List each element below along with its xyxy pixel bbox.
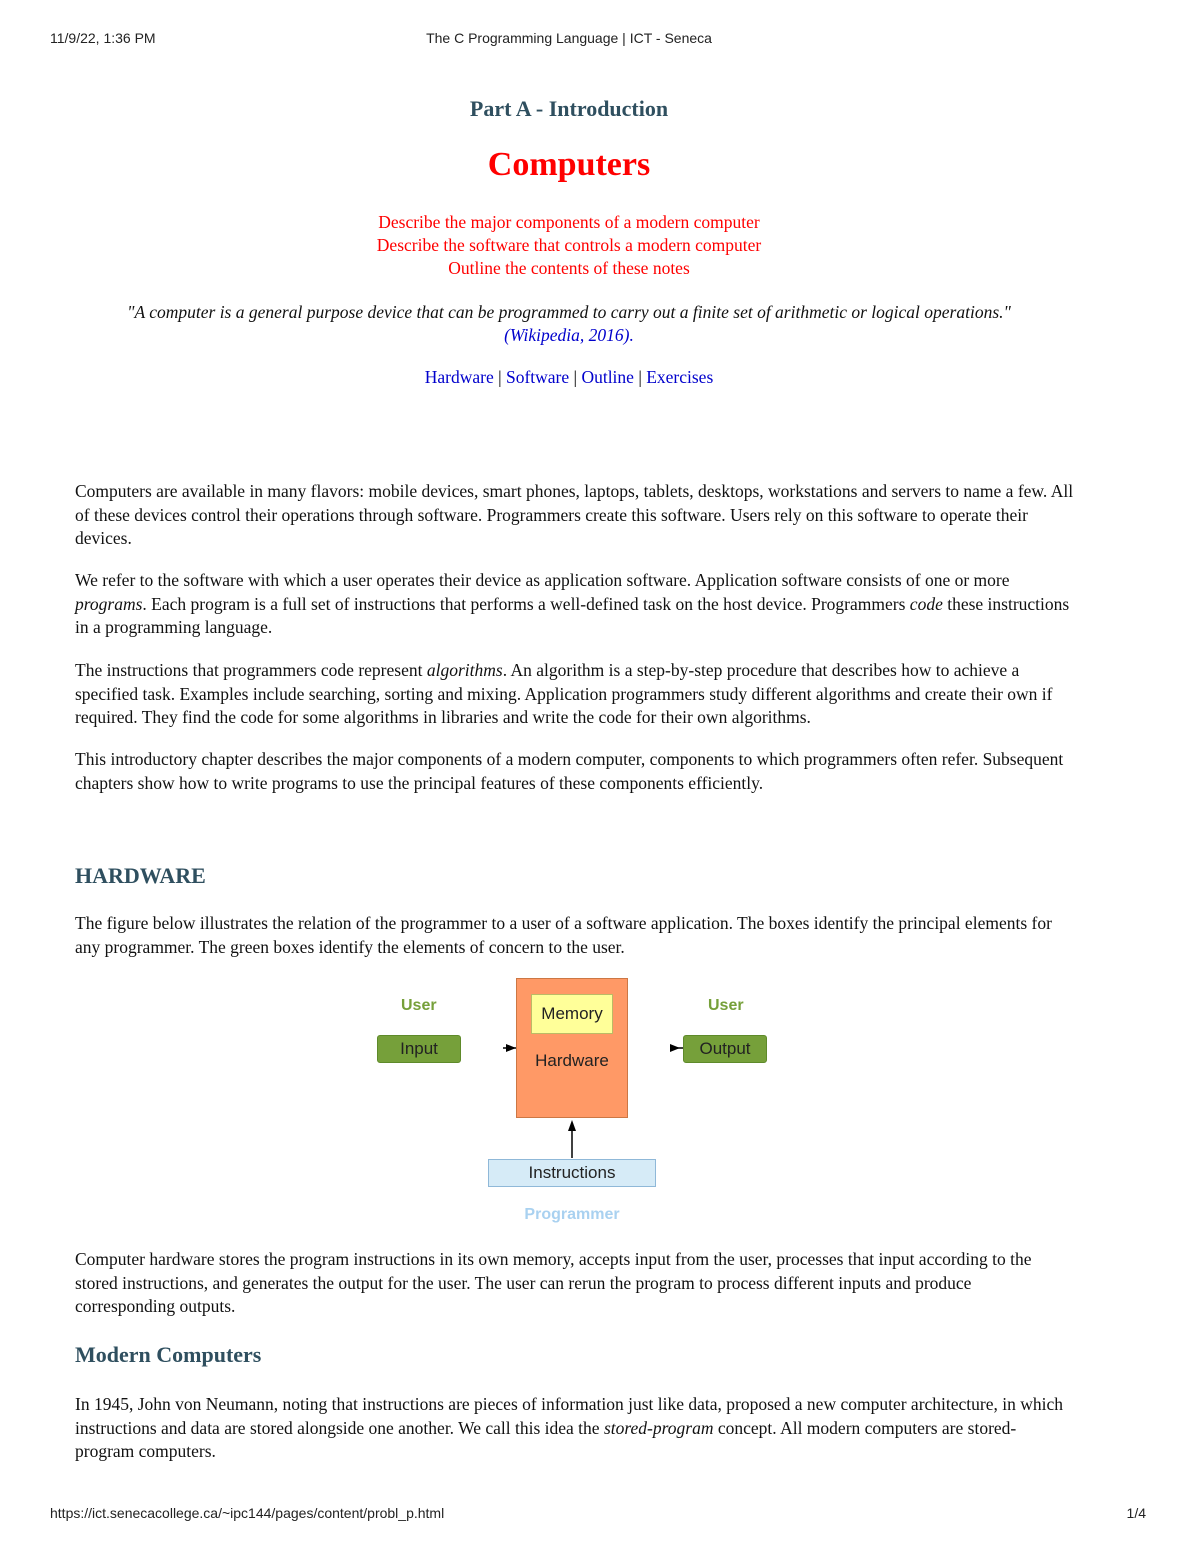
hardware-paragraph: Computer hardware stores the program instructions in its own memory, accepts input from the user, processes that input according to the stored instructions, and generates the output for the user. The user can rerun the program to process different inputs and produce corresponding outputs. <box>75 1249 1032 1316</box>
intro-paragraph <box>75 659 1075 730</box>
print-url: https://ict.senecacollege.ca/~ipc144/pages/content/probl_p.html <box>50 1505 445 1521</box>
print-header <box>0 30 1200 50</box>
print-page-number: 1/4 <box>1126 1505 1146 1521</box>
emphasis: stored-program <box>603 1417 714 1438</box>
learning-objectives <box>75 211 1063 280</box>
text-run: . Each program is a full set of instructions that performs a well-defined task on the host device. Programmers <box>142 593 910 614</box>
text-run: concept. All modern computers are stored-program computers. <box>75 1417 1017 1461</box>
text-run: In 1945, John von Neumann, noting that instructions are pieces of information just like data, proposed a new computer architecture, in which instructions and data are stored alongside one another. We call this idea the <box>75 1394 1064 1438</box>
text-run: . An algorithm is a step-by-step procedure that describes how to achieve a specified task. Examples include searching, sorting and mixing. Application programmers study different algorithms and create their own if required. They find the code for some algorithms in libraries and write the code for their own algorithms. <box>75 660 1053 727</box>
emphasis: programs <box>75 593 143 614</box>
input-box: Input <box>377 1035 461 1063</box>
programmer-label: Programmer <box>524 1206 620 1223</box>
print-page-title: The C Programming Language | ICT - Seneca <box>426 30 712 46</box>
quote-text: "A computer is a general purpose device that can be programmed to carry out a finite set of arithmetic or logical operations." <box>127 302 1011 322</box>
nav-link-software[interactable]: Software <box>505 367 570 387</box>
text-run: We refer to the software with which a user operates their device as application software. Application software consists of one or more <box>75 570 1010 590</box>
hardware-label: Hardware <box>535 1051 609 1070</box>
intro-paragraph: Computers are available in many flavors: mobile devices, smart phones, laptops, tablets, desktops, workstations and servers to name a few. All of these devices control their operations through software. Programmers create this software. Users rely on this software to operate their devices. <box>75 481 1074 548</box>
arrow-head <box>506 1044 516 1052</box>
objective-item: Outline the contents of these notes <box>448 258 690 278</box>
modern-paragraph <box>75 1393 1075 1464</box>
nav-link-hardware[interactable]: Hardware <box>424 367 494 387</box>
memory-box: Memory <box>531 994 613 1034</box>
print-footer <box>0 1505 1200 1525</box>
print-datetime: 11/9/22, 1:36 PM <box>50 30 156 46</box>
section-heading-hardware: HARDWARE <box>75 863 206 888</box>
part-title: Part A - Introduction <box>469 96 669 121</box>
section-nav <box>75 367 1063 388</box>
nav-link-exercises[interactable]: Exercises <box>646 367 714 387</box>
objective-item: Describe the major components of a modern computer <box>378 212 760 232</box>
user-label-right: User <box>708 997 744 1014</box>
output-box: Output <box>683 1035 767 1063</box>
hardware-paragraph: The figure below illustrates the relation of the programmer to a user of a software application. The boxes identify the principal elements for any programmer. The green boxes identify the elements of concern to the user. <box>75 913 1052 957</box>
user-label-left: User <box>401 997 437 1014</box>
quote-citation: (Wikipedia, 2016). <box>504 325 634 345</box>
nav-link-outline[interactable]: Outline <box>581 367 634 387</box>
nav-separator: | <box>569 367 582 387</box>
text-run: The instructions that programmers code represent <box>75 660 427 680</box>
nav-separator: | <box>633 367 647 387</box>
instructions-box: Instructions <box>488 1159 656 1187</box>
text-run: these instructions in a programming language. <box>75 593 1070 637</box>
definition-quote <box>75 301 1063 347</box>
nav-separator: | <box>493 367 506 387</box>
objective-item: Describe the software that controls a modern computer <box>376 235 762 255</box>
arrow-head <box>670 1044 680 1052</box>
arrow-head <box>568 1120 576 1131</box>
section-heading-modern-computers: Modern Computers <box>75 1342 262 1367</box>
emphasis: code <box>909 593 943 614</box>
page-title: Computers <box>487 146 651 183</box>
hardware-box <box>516 978 628 1118</box>
hardware-diagram <box>370 975 790 1230</box>
intro-paragraph <box>75 569 1075 640</box>
intro-paragraph: This introductory chapter describes the major components of a modern computer, components to which programmers often refer. Subsequent chapters show how to write programs to use the principal features of these components efficiently. <box>75 749 1064 793</box>
emphasis: algorithms <box>426 660 503 680</box>
